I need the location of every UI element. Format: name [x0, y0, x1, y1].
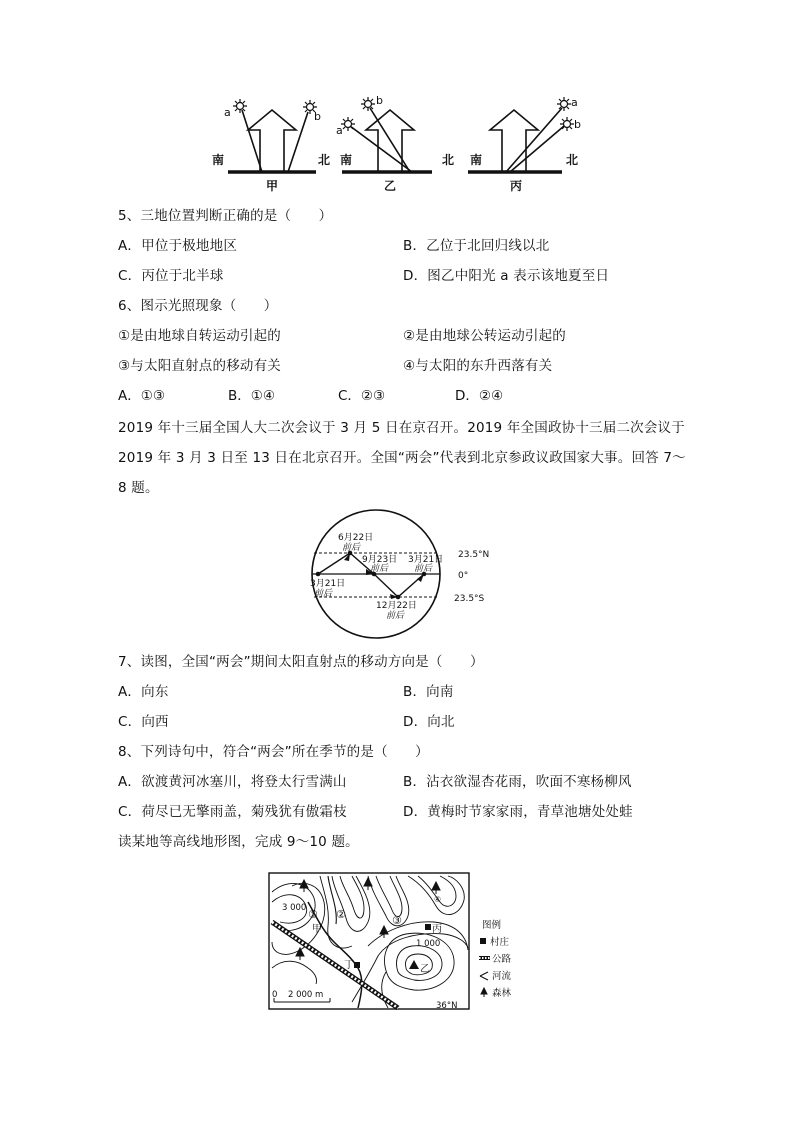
caption-bing: 丙: [510, 179, 523, 193]
label-lat-23-5-s: 23.5°S: [454, 594, 485, 604]
contour-label-1000: 1 000: [416, 939, 441, 949]
legend-river-icon: [480, 972, 488, 980]
q8-option-b: B．沾衣欲湿杏花雨，吹面不寒杨柳风: [403, 774, 632, 790]
q5-option-d: D．图乙中阳光 a 表示该地夏至日: [403, 268, 610, 284]
label-b: b: [376, 94, 383, 107]
label-lat-0: 0°: [458, 571, 469, 581]
q6-option-b: B．①④: [228, 388, 275, 404]
sun-ray-a-bing: [506, 108, 562, 172]
q8-stem: 8、下列诗句中，符合“两会”所在季节的是（ ）: [118, 744, 429, 760]
q7-option-b: B．向南: [403, 684, 454, 700]
label-dec22: 12月22日: [376, 601, 417, 611]
caption-yi: 乙: [384, 179, 397, 193]
village-ding-marker: [354, 962, 360, 968]
legend-village-icon: [480, 938, 486, 944]
q5-stem: 5、三地位置判断正确的是（ ）: [118, 208, 333, 224]
label-south: 南: [340, 153, 353, 167]
sun-ray-a-jia: [242, 110, 262, 172]
intro-7-8-line2: 2019 年 3 月 3 日至 13 日在北京召开。全国“两会”代表到北京参政议政国家大事。回答 7～: [118, 450, 686, 466]
sun-icon: [233, 99, 247, 113]
sun-icon: [557, 97, 571, 111]
q7-option-d: D．向北: [403, 714, 455, 730]
label-mar21-right: 3月21日: [408, 555, 444, 565]
q6-option-d: D．②④: [455, 388, 504, 404]
sun-ray-b-yi: [370, 108, 410, 172]
point-mar21-left: [316, 572, 321, 577]
q6-statement-3: ③与太阳直射点的移动有关: [118, 358, 282, 374]
q5-option-c: C．丙位于北半球: [118, 268, 224, 284]
label-b: b: [314, 110, 321, 123]
map-legend: [479, 919, 512, 999]
label-qianhou: 前后: [386, 611, 405, 621]
label-mar21-left: 3月21日: [310, 579, 346, 589]
q6-option-c: C．②③: [338, 388, 386, 404]
intro-7-8-line1: 2019 年十三届全国人大二次会议于 3 月 5 日在京召开。2019 年全国政协十三届二次会议于: [118, 420, 685, 436]
q7-option-a: A．向东: [118, 684, 169, 700]
village-ding-label: 丁: [344, 960, 354, 971]
q6-stem: 6、图示光照现象（ ）: [118, 298, 278, 314]
label-a: a: [571, 96, 578, 109]
label-north: 北: [442, 153, 455, 167]
point-2-label: ②: [336, 908, 346, 921]
legend-forest-icon: [481, 988, 487, 997]
legend-road-label: 公路: [492, 954, 512, 965]
q8-option-c: C．荷尽已无擎雨盖，菊残犹有傲霜枝: [118, 804, 347, 820]
scale-zero: 0: [272, 990, 278, 1000]
label-north: 北: [318, 153, 331, 167]
q6-statement-4: ④与太阳的东升西落有关: [403, 358, 553, 374]
label-a: a: [224, 106, 231, 119]
label-qianhou: 前后: [342, 543, 361, 553]
label-qianhou: 前后: [370, 564, 389, 574]
q8-option-a: A．欲渡黄河冰塞川，将登太行雪满山: [118, 774, 347, 790]
label-a: a: [336, 124, 343, 137]
point-4-label: ④: [434, 895, 442, 904]
q6-option-a: A．①③: [118, 388, 165, 404]
sun-ray-b-jia: [288, 112, 308, 172]
contour-map-figure: [268, 872, 526, 1012]
sun-icon: [361, 97, 375, 111]
building-jia: [248, 110, 296, 172]
scale-label: 2 000 m: [288, 990, 324, 1000]
label-lat-23-5-n: 23.5°N: [458, 550, 490, 560]
legend-title: 图例: [482, 920, 502, 931]
label-sep23: 9月23日: [362, 555, 398, 565]
peak-yi-label: 乙: [420, 964, 430, 975]
legend-village-label: 村庄: [490, 937, 510, 948]
label-qianhou: 前后: [414, 564, 433, 574]
q6-statement-1: ①是由地球自转运动引起的: [118, 328, 282, 344]
label-south: 南: [212, 153, 225, 167]
q7-option-c: C．向西: [118, 714, 169, 730]
label-jun22: 6月22日: [338, 533, 374, 543]
sun-icon: [560, 117, 574, 131]
q6-statement-2: ②是由地球公转运动引起的: [403, 328, 567, 344]
label-qianhou: 前后: [314, 589, 333, 599]
legend-forest-label: 森林: [492, 988, 512, 999]
arrow-icon: [417, 574, 424, 582]
q5-option-a: A．甲位于极地地区: [118, 238, 238, 254]
q8-option-d: D．黄梅时节家家雨，青草池塘处处蛙: [403, 804, 633, 820]
village-bing-marker: [425, 924, 431, 930]
caption-jia: 甲: [266, 179, 279, 193]
point-1-label: ①: [308, 908, 318, 921]
contour-label-3000: 3 000: [282, 903, 307, 913]
label-north: 北: [566, 153, 579, 167]
village-bing-label: 丙: [432, 924, 442, 935]
q7-stem: 7、读图，全国“两会”期间太阳直射点的移动方向是（ ）: [118, 654, 484, 670]
label-b: b: [574, 118, 581, 131]
sun-angle-figure: [200, 90, 600, 200]
point-jia-label: 甲: [312, 924, 322, 935]
point-3-label: ③: [392, 914, 402, 927]
latitude-36n-label: 36°N: [436, 1001, 458, 1011]
subsolar-point-figure: [300, 508, 520, 640]
label-south: 南: [470, 153, 483, 167]
legend-river-label: 河流: [492, 971, 512, 982]
sun-ray-b-bing: [510, 126, 564, 172]
intro-7-8-line3: 8 题。: [118, 480, 159, 496]
intro-9-10: 读某地等高线地形图，完成 9～10 题。: [118, 834, 359, 850]
q5-option-b: B．乙位于北回归线以北: [403, 238, 550, 254]
sun-icon: [341, 117, 355, 131]
